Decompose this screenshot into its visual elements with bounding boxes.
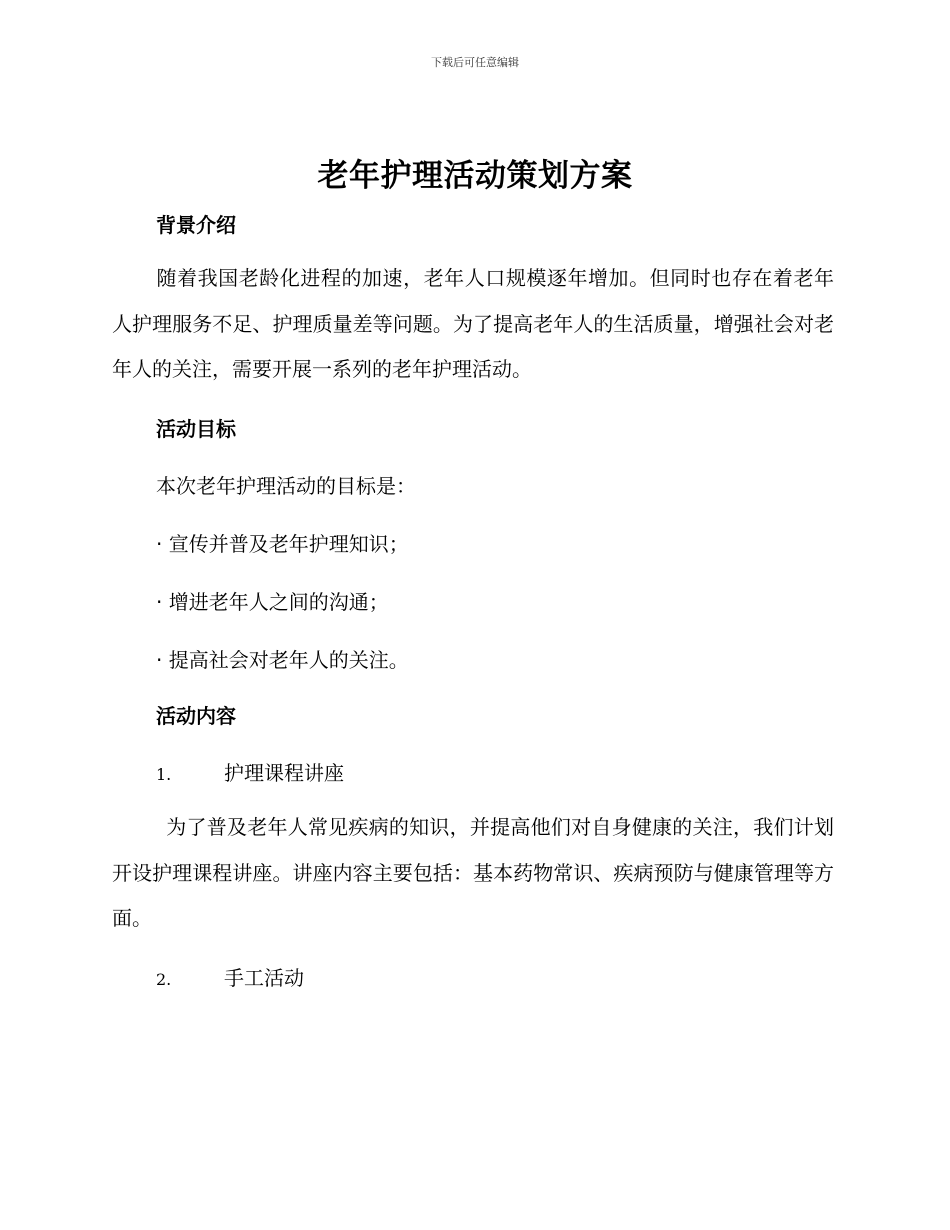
- section-heading-goals: 活动目标: [156, 417, 236, 441]
- goal-list-item: · 提高社会对老年人的关注。: [156, 648, 409, 672]
- content-item-heading: [156, 757, 344, 786]
- goal-list-item: · 增进老年人之间的沟通；: [156, 590, 389, 614]
- goal-list-item: · 宣传并普及老年护理知识；: [156, 532, 409, 556]
- background-paragraph: [112, 256, 834, 393]
- content-item-number: 2.: [156, 970, 172, 989]
- content-item-description: [112, 805, 834, 942]
- content-item-description-text: 为了普及老年人常见疾病的知识，并提高他们对自身健康的关注，我们计划开设护理课程讲座。讲座内容主要包括：基本药物常识、疾病预防与健康管理等方面。: [112, 815, 834, 930]
- document-title: 老年护理活动策划方案: [317, 158, 633, 194]
- content-item-heading: [156, 962, 304, 991]
- content-item-title: 护理课程讲座: [224, 761, 344, 785]
- content-item-number: 1.: [156, 765, 172, 784]
- section-heading-background: 背景介绍: [156, 213, 236, 237]
- background-paragraph-text: 随着我国老龄化进程的加速，老年人口规模逐年增加。但同时也存在着老年人护理服务不足、护理质量差等问题。为了提高老年人的生活质量，增强社会对老年人的关注，需要开展一系列的老年护理活动。: [112, 266, 834, 381]
- content-item-title: 手工活动: [224, 966, 304, 990]
- section-heading-content: 活动内容: [156, 704, 236, 728]
- page-header-note: 下载后可任意编辑: [431, 56, 519, 69]
- goals-intro: 本次老年护理活动的目标是：: [156, 474, 416, 498]
